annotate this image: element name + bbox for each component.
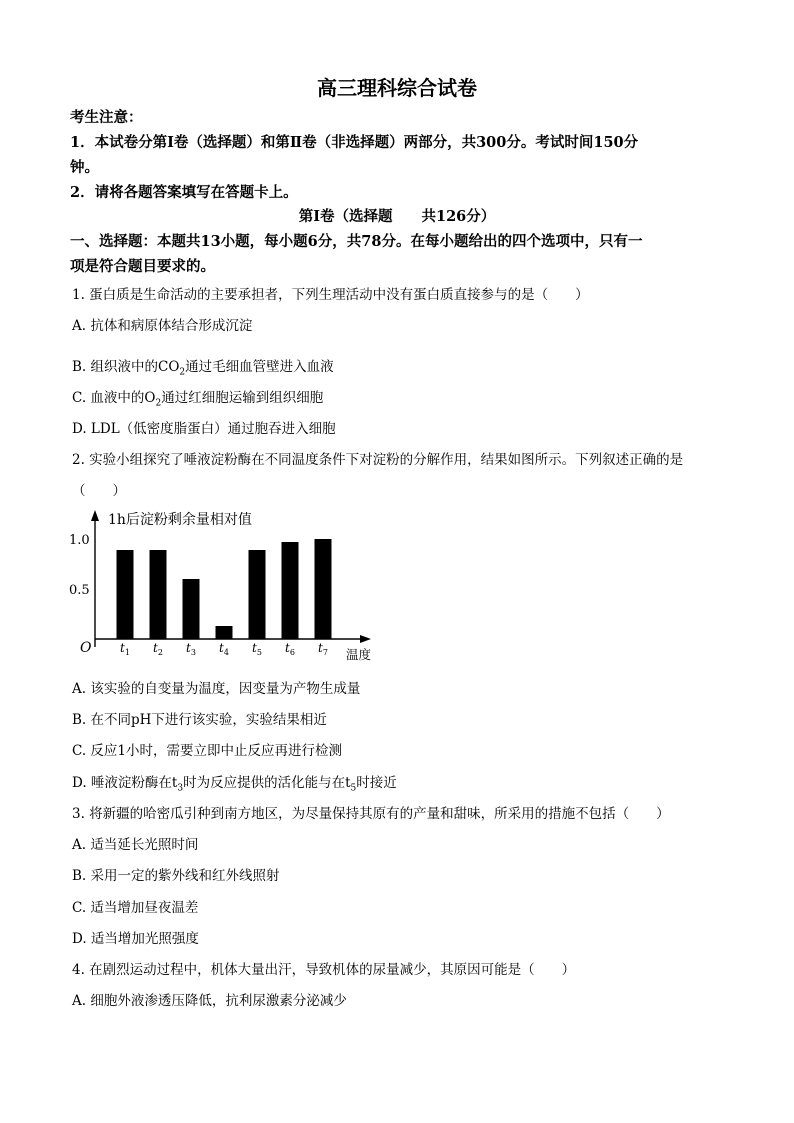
page-title: 高三理科综合试卷 xyxy=(317,76,477,100)
x-tick-label-t4: $t_4$ xyxy=(219,641,229,657)
q2-stem-cont: （ ） xyxy=(72,483,126,499)
notice-item-1: 1．本试卷分第Ⅰ卷（选择题）和第Ⅱ卷（非选择题）两部分，共300分。考试时间150分 xyxy=(70,134,639,151)
y-tick-label: 0.5 xyxy=(69,583,90,598)
bar-t1 xyxy=(117,550,134,639)
bar-t3 xyxy=(183,579,200,639)
x-tick-label-t3: $t_3$ xyxy=(186,641,196,657)
bar-t7 xyxy=(315,539,332,639)
q1-option-c: C. 血液中的$O_2$通过红细胞运输到组织细胞 xyxy=(72,390,324,409)
x-axis-label: 温度 xyxy=(346,647,372,662)
q2-option-b: B. 在不同pH下进行该实验，实验结果相近 xyxy=(72,712,327,728)
q4-option-a: A. 细胞外液渗透压降低，抗利尿激素分泌减少 xyxy=(72,993,347,1009)
y-tick-label: 1.0 xyxy=(69,533,90,548)
q4-stem: 4. 在剧烈运动过程中，机体大量出汗，导致机体的尿量减少，其原因可能是（ ） xyxy=(72,962,576,978)
notice-heading: 考生注意： xyxy=(70,109,143,126)
bar-t5 xyxy=(249,550,266,639)
starch-remaining-bar-chart xyxy=(68,505,388,665)
q2-option-a: A. 该实验的自变量为温度，因变量为产物生成量 xyxy=(72,681,361,697)
x-tick-label-t6: $t_6$ xyxy=(285,641,295,657)
q3-option-c: C. 适当增加昼夜温差 xyxy=(72,900,199,916)
bar-t4 xyxy=(216,626,233,639)
q1-option-b: B. 组织液中的$CO_2$通过毛细血管壁进入血液 xyxy=(72,359,334,378)
q2-stem: 2. 实验小组探究了唾液淀粉酶在不同温度条件下对淀粉的分解作用，结果如图所示。下列叙述正确的是 xyxy=(72,452,684,468)
q3-stem: 3. 将新疆的哈密瓜引种到南方地区，为尽量保持其原有的产量和甜味，所采用的措施不包括（ ） xyxy=(72,806,670,822)
section-heading: 一、选择题：本题共13小题，每小题6分，共78分。在每小题给出的四个选项中，只有一 xyxy=(70,233,643,250)
x-axis-arrow xyxy=(360,635,371,643)
q1-option-a: A. 抗体和病原体结合形成沉淀 xyxy=(72,318,253,334)
bar-t2 xyxy=(150,550,167,639)
x-tick-label-t7: $t_7$ xyxy=(318,641,328,657)
notice-item-1-cont: 钟。 xyxy=(70,159,99,176)
part-title: 第Ⅰ卷（选择题 共126分） xyxy=(298,208,496,225)
origin-label: O xyxy=(80,640,92,656)
q1-stem: 1. 蛋白质是生命活动的主要承担者，下列生理活动中没有蛋白质直接参与的是（ ） xyxy=(72,287,589,303)
x-tick-label-t1: $t_1$ xyxy=(120,641,130,657)
q1-option-d: D. LDL（低密度脂蛋白）通过胞吞进入细胞 xyxy=(72,421,336,437)
q2-option-d: D. 唾液淀粉酶在$t_3$时为反应提供的活化能与在$t_5$时接近 xyxy=(72,775,397,794)
q3-option-d: D. 适当增加光照强度 xyxy=(72,931,199,947)
q2-option-c: C. 反应1小时，需要立即中止反应再进行检测 xyxy=(72,743,343,759)
q3-option-b: B. 采用一定的紫外线和红外线照射 xyxy=(72,868,280,884)
section-heading-cont: 项是符合题目要求的。 xyxy=(70,258,215,275)
q3-option-a: A. 适当延长光照时间 xyxy=(72,837,199,853)
x-tick-label-t5: $t_5$ xyxy=(252,641,262,657)
y-axis-arrow xyxy=(91,510,99,521)
y-axis-label: 1h后淀粉剩余量相对值 xyxy=(108,512,252,528)
notice-item-2: 2．请将各题答案填写在答题卡上。 xyxy=(70,184,298,201)
bar-t6 xyxy=(282,542,299,639)
x-tick-label-t2: $t_2$ xyxy=(153,641,163,657)
